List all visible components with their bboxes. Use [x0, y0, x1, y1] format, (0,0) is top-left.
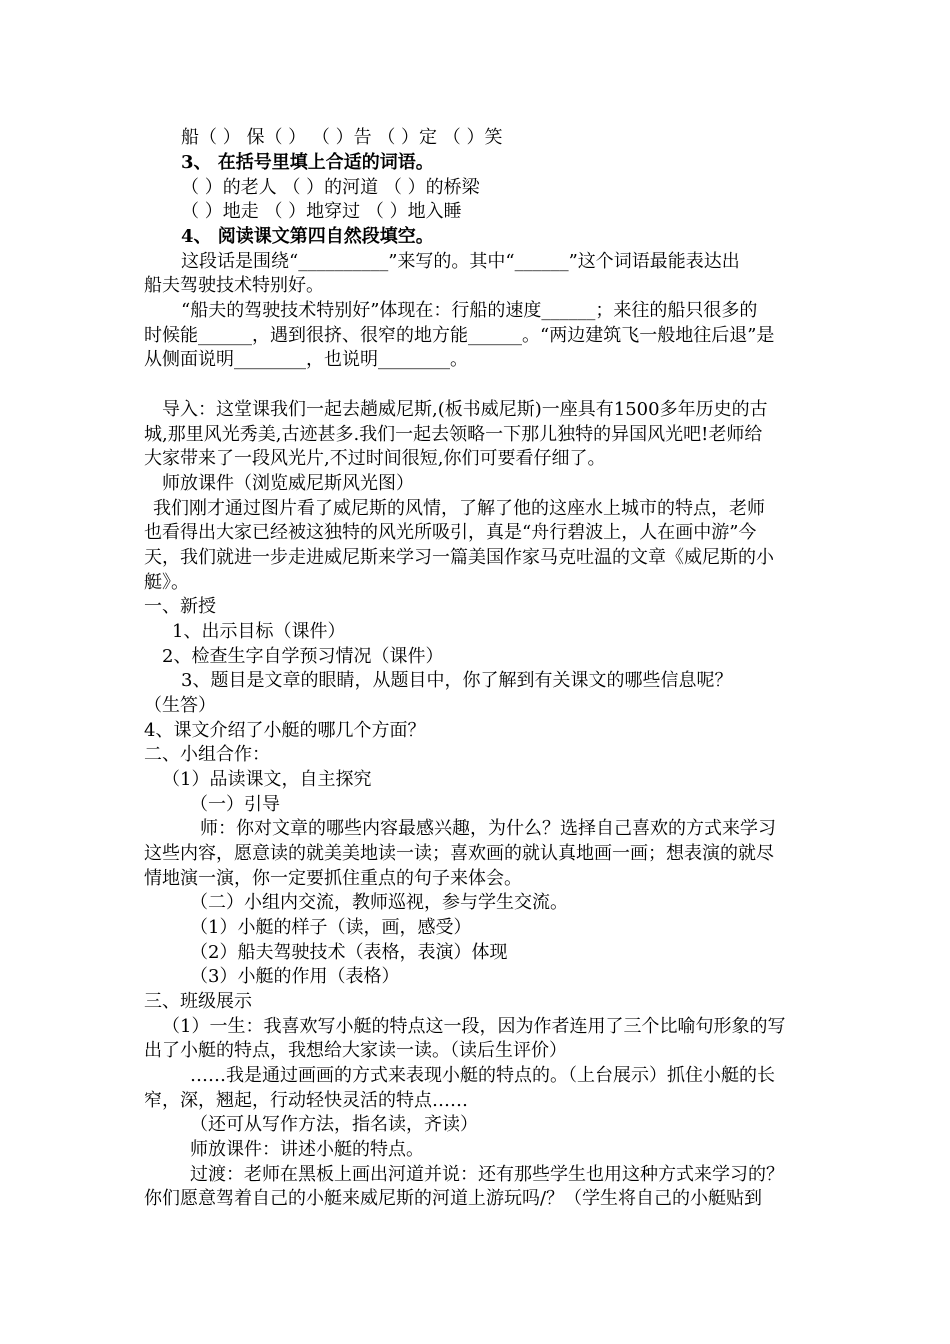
- text-line: 我们刚才通过图片看了威尼斯的风情，了解了他的这座水上城市的特点，老师: [153, 498, 765, 519]
- text-line: （1）品读课文，自主探究: [162, 769, 372, 790]
- text-line: 这段话是围绕“__________”来写的。其中“______”这个词语最能表达出: [181, 251, 740, 272]
- text-line: 船（ ） 保（ ） （ ）告 （ ）定 （ ）笑: [181, 127, 503, 148]
- text-line: 窄，深，翘起，行动轻快灵活的特点……: [144, 1090, 468, 1111]
- text-line: （2）船夫驾驶技术（表格，表演）体现: [190, 942, 508, 963]
- text-line: 4、 阅读课文第四自然段填空。: [181, 226, 434, 247]
- text-line: 过渡：老师在黑板上画出河道并说：还有那些学生也用这种方式来学习的？: [190, 1164, 784, 1185]
- text-line: 大家带来了一段风光片,不过时间很短,你们可要看仔细了。: [144, 448, 606, 469]
- section-heading: 二、小组合作：: [144, 744, 270, 765]
- text-line: 师放课件（浏览威尼斯风光图）: [162, 473, 414, 494]
- text-line: 船夫驾驶技术特别好。: [144, 275, 324, 296]
- section-heading: 一、新授: [144, 596, 216, 617]
- section-heading: 三、班级展示: [144, 991, 252, 1012]
- text-line: （一）引导: [190, 794, 280, 815]
- text-line: （二）小组内交流，教师巡视，参与学生交流。: [190, 892, 568, 913]
- text-line: 师放课件：讲述小艇的特点。: [190, 1139, 424, 1160]
- text-line: （1）一生：我喜欢写小艇的特点这一段，因为作者连用了三个比喻句形象的写: [162, 1016, 786, 1037]
- text-line: 2、检查生字自学预习情况（课件）: [162, 646, 444, 667]
- text-line: 3、题目是文章的眼睛，从题目中，你了解到有关课文的哪些信息呢？: [181, 670, 733, 691]
- text-line: 时候能______，遇到很挤、很窄的地方能______。“两边建筑飞一般地往后退”是: [144, 325, 775, 346]
- text-line: （还可从写作方法，指名读，齐读）: [190, 1114, 478, 1135]
- text-line: 从侧面说明________，也说明________。: [144, 349, 468, 370]
- text-line: 出了小艇的特点，我想给大家读一读。（读后生评价）: [144, 1040, 567, 1061]
- text-line: 你们愿意驾着自己的小艇来威尼斯的河道上游玩吗/？（学生将自己的小艇贴到: [144, 1188, 763, 1209]
- text-line: 艇》。: [144, 572, 189, 593]
- text-line: （1）小艇的样子（读，画，感受）: [190, 917, 472, 938]
- text-line: 情地演一演，你一定要抓住重点的句子来体会。: [144, 868, 522, 889]
- text-line: （3）小艇的作用（表格）: [190, 966, 400, 987]
- text-line: “船夫的驾驶技术特别好”体现在：行船的速度______；来往的船只很多的: [181, 300, 758, 321]
- text-line: （ ）的老人 （ ）的河道 （ ）的桥梁: [181, 177, 480, 198]
- text-line: 1、出示目标（课件）: [172, 621, 346, 642]
- text-line: 导入：这堂课我们一起去趟威尼斯,(板书威尼斯)一座具有1500多年历史的古: [162, 399, 768, 420]
- text-line: （生答）: [144, 695, 216, 716]
- text-line: ……我是通过画画的方式来表现小艇的特点的。（上台展示）抓住小艇的长: [190, 1065, 775, 1086]
- text-line: 3、 在括号里填上合适的词语。: [181, 152, 434, 173]
- text-line: 4、课文介绍了小艇的哪几个方面？: [144, 720, 426, 741]
- text-line: 这些内容，愿意读的就美美地读一读；喜欢画的就认真地画一画；想表演的就尽: [144, 843, 774, 864]
- text-line: 天，我们就进一步走进威尼斯来学习一篇美国作家马克吐温的文章《威尼斯的小: [144, 547, 774, 568]
- text-line: 城,那里风光秀美,古迹甚多.我们一起去领略一下那儿独特的异国风光吧!老师给: [144, 424, 763, 445]
- text-line: 也看得出大家已经被这独特的风光所吸引，真是“舟行碧波上，人在画中游”今: [144, 522, 757, 543]
- text-line: 师：你对文章的哪些内容最感兴趣，为什么？选择自己喜欢的方式来学习: [200, 818, 776, 839]
- text-line: （ ）地走 （ ）地穿过 （ ）地入睡: [181, 201, 462, 222]
